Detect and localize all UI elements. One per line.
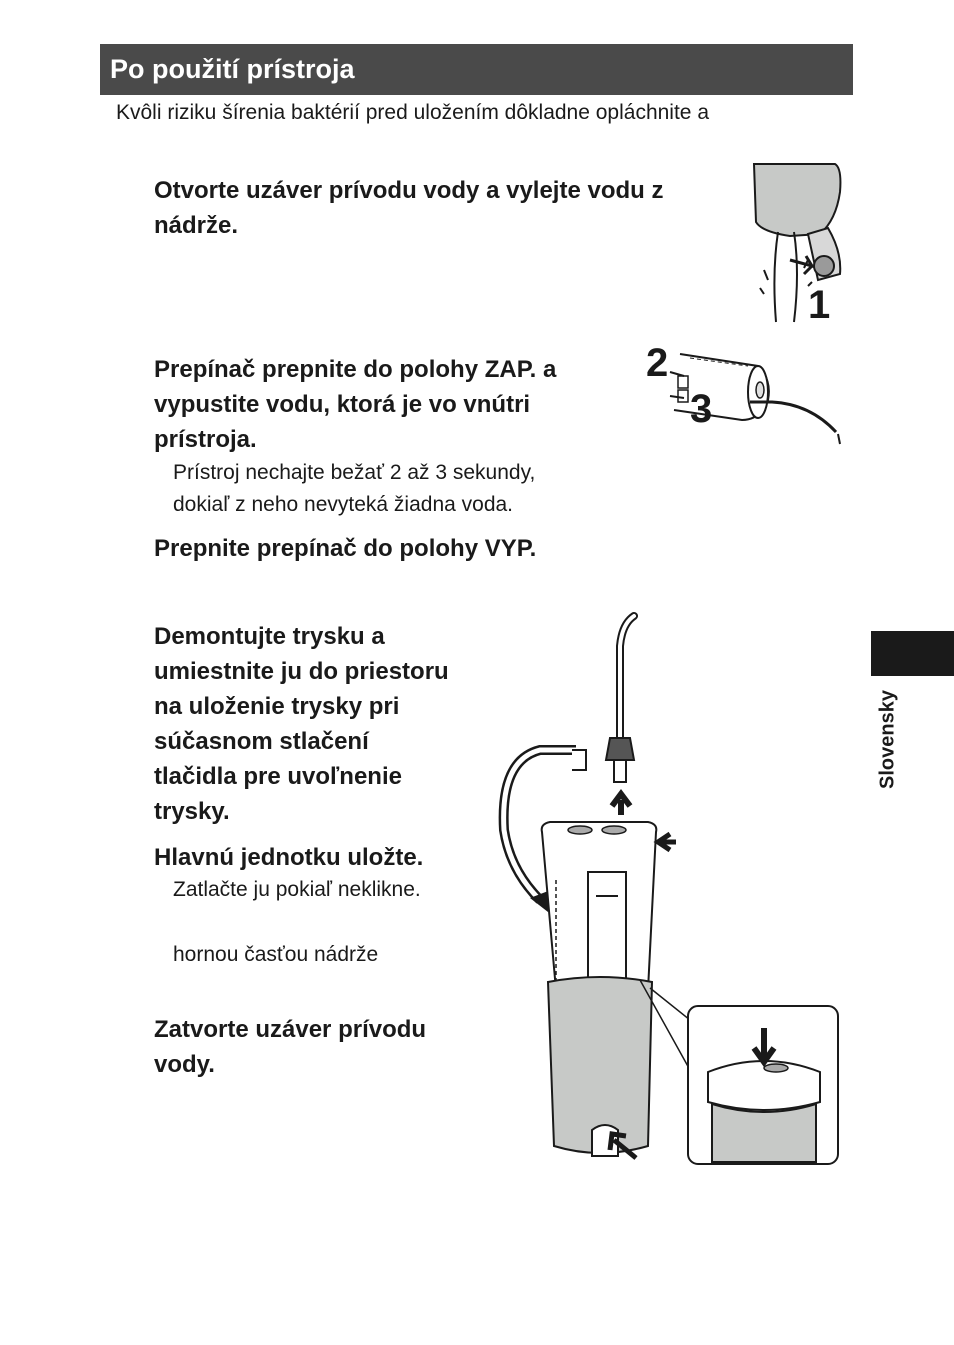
language-side-tab [871, 631, 954, 676]
step-2-line-2: vypustite vodu, ktorá je vo vnútri [154, 391, 531, 418]
step-4-line-1: Demontujte trysku a [154, 623, 385, 650]
step-6-text [154, 1012, 426, 1082]
step-2-note-line-2: dokiaľ z neho nevyteká žiadna voda. [173, 493, 514, 516]
figure-drain-tank [750, 162, 850, 327]
step-4-line-3: na uloženie trysky pri [154, 693, 400, 720]
figure-store-device [500, 610, 850, 1170]
step-2-line-3: prístroja. [154, 426, 257, 453]
step-2-line-1: Prepínač prepnite do polohy ZAP. a [154, 356, 557, 383]
step-5-note-2: hornou časťou nádrže [173, 943, 379, 966]
intro-text: Kvôli riziku šírenia baktérií pred uložením dôkladne opláchnite a [116, 101, 709, 124]
step-4-line-6: trysky. [154, 798, 230, 825]
step-5-text: Hlavnú jednotku uložte. [154, 844, 424, 871]
step-1-line-1: Otvorte uzáver prívodu vody a vylejte vodu z [154, 177, 664, 204]
step-3-text: Prepnite prepínač do polohy VYP. [154, 535, 537, 562]
step-2-note [173, 457, 535, 521]
step-1-line-2: nádrže. [154, 212, 239, 239]
language-label: Slovensky [876, 690, 899, 789]
figure-1-label: 1 [808, 283, 831, 327]
step-1-text [154, 173, 663, 243]
step-2-text [154, 352, 556, 457]
figure-drain-device [640, 340, 850, 450]
step-4-line-4: súčasnom stlačení [154, 728, 369, 755]
step-4-text [154, 619, 449, 829]
step-6-line-2: vody. [154, 1051, 215, 1078]
figure-2-label-a: 2 [646, 341, 669, 385]
step-5-note-1: Zatlačte ju pokiaľ neklikne. [173, 878, 421, 901]
step-4-line-2: umiestnite ju do priestoru [154, 658, 449, 685]
section-title: Po použití prístroja [100, 44, 853, 95]
step-4-line-5: tlačidla pre uvoľnenie [154, 763, 402, 790]
figure-2-label-b: 3 [690, 387, 713, 431]
step-6-line-1: Zatvorte uzáver prívodu [154, 1016, 427, 1043]
step-2-note-line-1: Prístroj nechajte bežať 2 až 3 sekundy, [173, 461, 536, 484]
